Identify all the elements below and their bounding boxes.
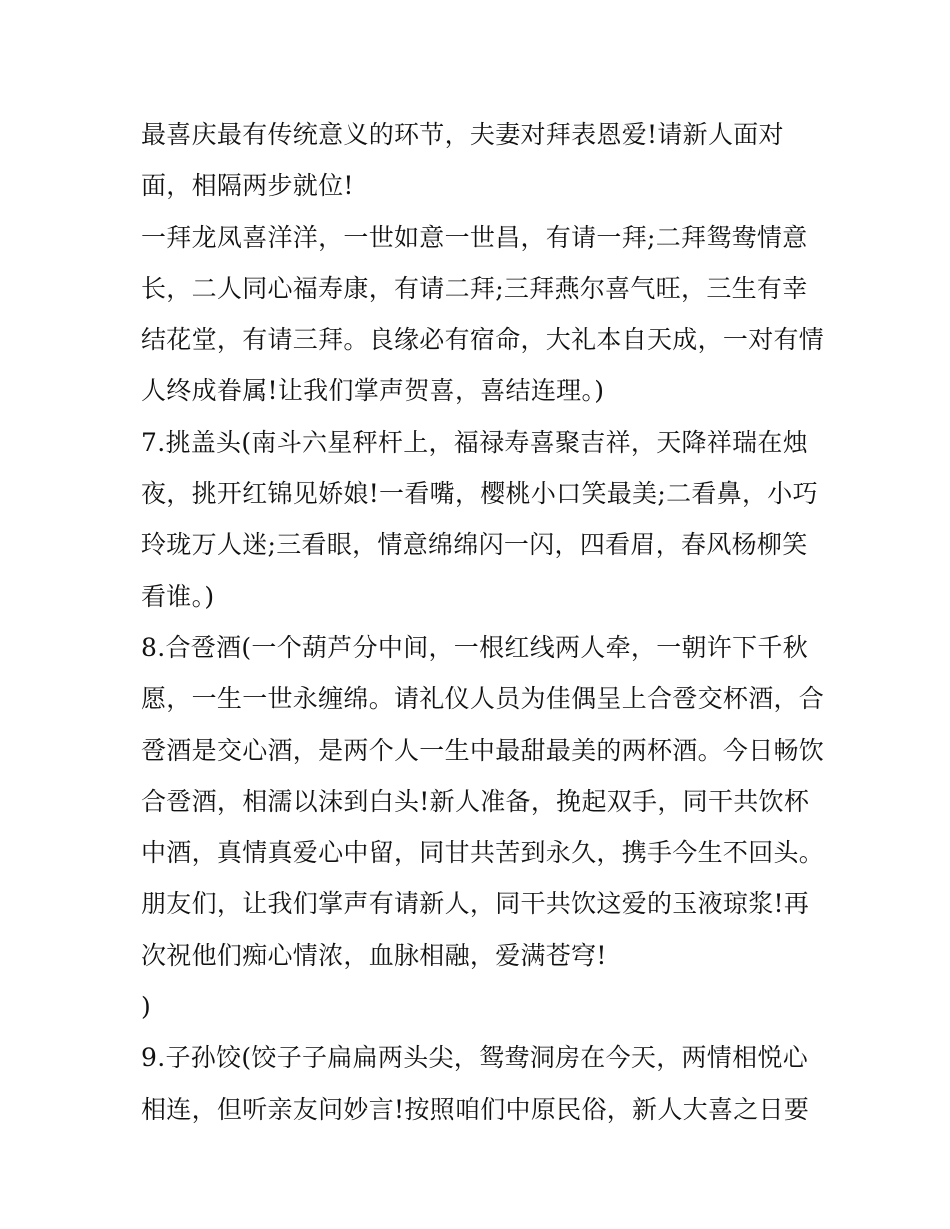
text-line: 次祝他们痴心情浓，血脉相融，爱满苍穹! [141,940,607,970]
text-line: 相连，但听亲友问妙言!按照咱们中原民俗，新人大喜之日要 [141,1094,810,1124]
section-heading-line: 8.合卺酒(一个葫芦分中间，一根红线两人牵，一朝许下千秋 [141,632,809,662]
text-line: 一拜龙凤喜洋洋，一世如意一世昌，有请一拜;二拜鸳鸯情意 [141,222,808,252]
text-line: 愿，一生一世永缠绵。请礼仪人员为佳偶呈上合卺交杯酒，合 [141,684,825,714]
text-line: 结花堂，有请三拜。良缘必有宿命，大礼本自天成，一对有情 [141,325,825,355]
text-line: 卺酒是交心酒，是两个人一生中最甜最美的两杯酒。今日畅饮 [141,735,825,765]
text-line: 合卺酒，相濡以沫到白头!新人准备，挽起双手，同干共饮杯 [141,786,810,816]
text-line: ) [141,992,152,1022]
section-heading-line: 9.子孙饺(饺子子扁扁两头尖，鸳鸯洞房在今天，两情相悦心 [141,1043,809,1073]
text-line: 人终成眷属!让我们掌声贺喜，喜结连理。) [141,376,605,406]
section-heading-line: 7.挑盖头(南斗六星秤杆上，福禄寿喜聚吉祥，天降祥瑞在烛 [141,427,809,457]
text-line: 最喜庆最有传统意义的环节，夫妻对拜表恩爱!请新人面对 [141,120,784,149]
text-line: 面，相隔两步就位! [141,171,354,201]
document-body [141,109,825,1135]
text-line: 长，二人同心福寿康，有请二拜;三拜燕尔喜气旺，三生有幸 [141,273,808,303]
text-line: 朋友们，让我们掌声有请新人，同干共饮这爱的玉液琼浆!再 [141,889,810,919]
text-line: 玲珑万人迷;三看眼，情意绵绵闪一闪，四看眉，春风杨柳笑 [141,530,808,560]
text-line: 中酒，真情真爱心中留，同甘共苦到永久，携手今生不回头。 [141,838,825,868]
text-line: 夜，挑开红锦见娇娘!一看嘴，樱桃小口笑最美;二看鼻，小巧 [141,479,818,509]
text-line: 看谁。) [141,581,215,611]
